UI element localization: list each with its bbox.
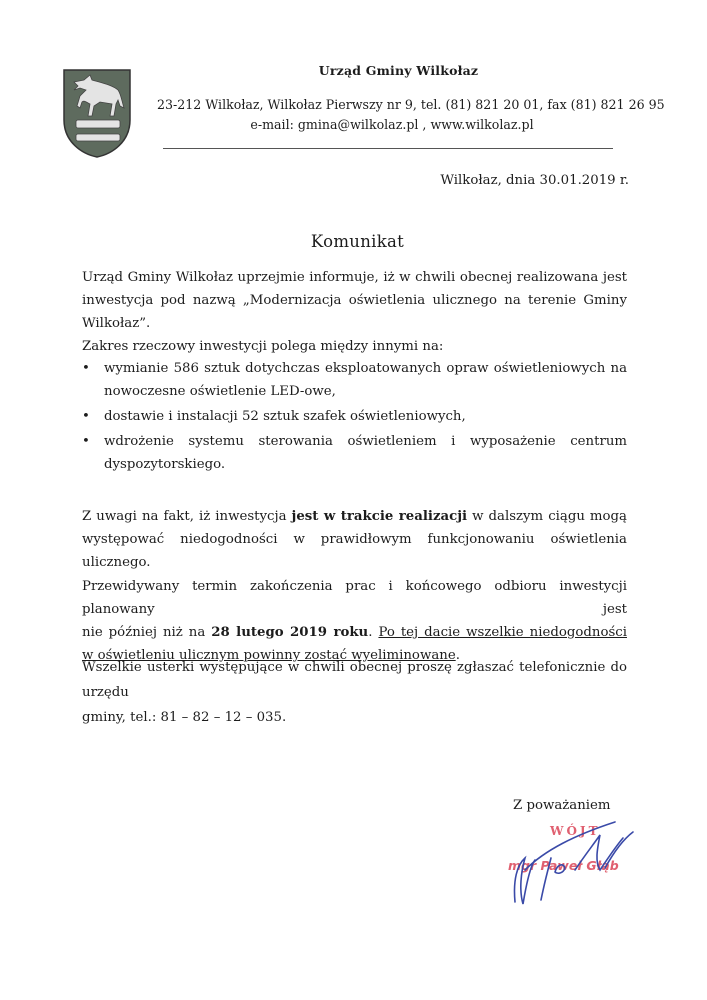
text: nie później niż na bbox=[82, 625, 212, 641]
email-link[interactable]: gmina@wilkolaz.pl bbox=[297, 117, 419, 132]
report-line: gminy, tel.: 81 – 82 – 12 – 035. bbox=[82, 710, 287, 725]
organization-address: 23-212 Wilkołaz, Wilkołaz Pierwszy nr 9, tel. (81) 821 20 01, fax (81) 821 26 95 bbox=[157, 97, 665, 112]
underlined-text: Po tej dacie wszelkie niedogodności bbox=[378, 625, 627, 641]
notice-paragraph bbox=[82, 505, 627, 667]
notice-line bbox=[82, 621, 627, 644]
document-title: Komunikat bbox=[310, 232, 405, 251]
notice-line bbox=[82, 505, 627, 528]
text: Z uwagi na fakt, iż inwestycja bbox=[82, 509, 292, 524]
report-line: Wszelkie usterki występujące w chwili obecnej proszę zgłaszać telefonicznie do urzędu bbox=[82, 660, 627, 700]
list-item-line: nowoczesne oświetlenie LED-owe, bbox=[104, 384, 336, 399]
intro-line: inwestycja pod nazwą „Modernizacja oświetlenia ulicznego na terenie Gminy Wilkołaz”. bbox=[82, 293, 627, 331]
organization-name: Urząd Gminy Wilkołaz bbox=[318, 63, 479, 78]
notice-line: Przewidywany termin zakończenia prac i końcowego odbioru inwestycji planowany jest bbox=[82, 578, 627, 617]
deadline-date: 28 lutego 2019 roku bbox=[211, 625, 369, 641]
list-item-line: • wymianie 586 sztuk dotychczas eksploatowanych opraw oświetleniowych na bbox=[104, 361, 627, 376]
stamp-name: mgr Paweł Głąb bbox=[508, 858, 619, 873]
scope-list bbox=[82, 357, 627, 478]
list-item bbox=[82, 430, 627, 476]
date-line: Wilkołaz, dnia 30.01.2019 r. bbox=[440, 173, 629, 188]
report-paragraph bbox=[82, 655, 627, 730]
signature-icon bbox=[505, 810, 665, 910]
closing-salutation: Z poważaniem bbox=[513, 798, 611, 813]
list-item-line: • dostawie i instalacji 52 sztuk szafek oświetleniowych, bbox=[104, 409, 466, 424]
coat-of-arms-icon bbox=[62, 68, 132, 158]
header-divider bbox=[163, 148, 613, 149]
stamp-title: WÓJT bbox=[550, 824, 601, 838]
text: . bbox=[455, 648, 460, 664]
organization-contact bbox=[157, 117, 627, 132]
intro-line: Urząd Gminy Wilkołaz uprzejmie informuje, iż w chwili obecnej realizowana jest bbox=[82, 270, 627, 285]
text: . bbox=[368, 625, 379, 641]
list-item-line: • wdrożenie systemu sterowania oświetleniem i wyposażenie centrum bbox=[104, 434, 627, 449]
list-item-line: dyspozytorskiego. bbox=[104, 457, 226, 472]
email-label: e-mail: bbox=[250, 117, 298, 132]
intro-line: Zakres rzeczowy inwestycji polega między innymi na: bbox=[82, 339, 444, 354]
intro-paragraph bbox=[82, 266, 627, 358]
underlined-text: w oświetleniu ulicznym powinny zostać wyeliminowane bbox=[82, 648, 456, 664]
list-item bbox=[82, 405, 627, 428]
bold-text: jest w trakcie realizacji bbox=[291, 509, 468, 524]
website-link[interactable]: www.wilkolaz.pl bbox=[430, 117, 534, 132]
contact-separator: , bbox=[418, 117, 431, 132]
text: w dalszym ciągu mogą bbox=[467, 509, 627, 524]
list-item bbox=[82, 357, 627, 403]
notice-line: występować niedogodności w prawidłowym funkcjonowaniu oświetlenia ulicznego. bbox=[82, 532, 627, 571]
